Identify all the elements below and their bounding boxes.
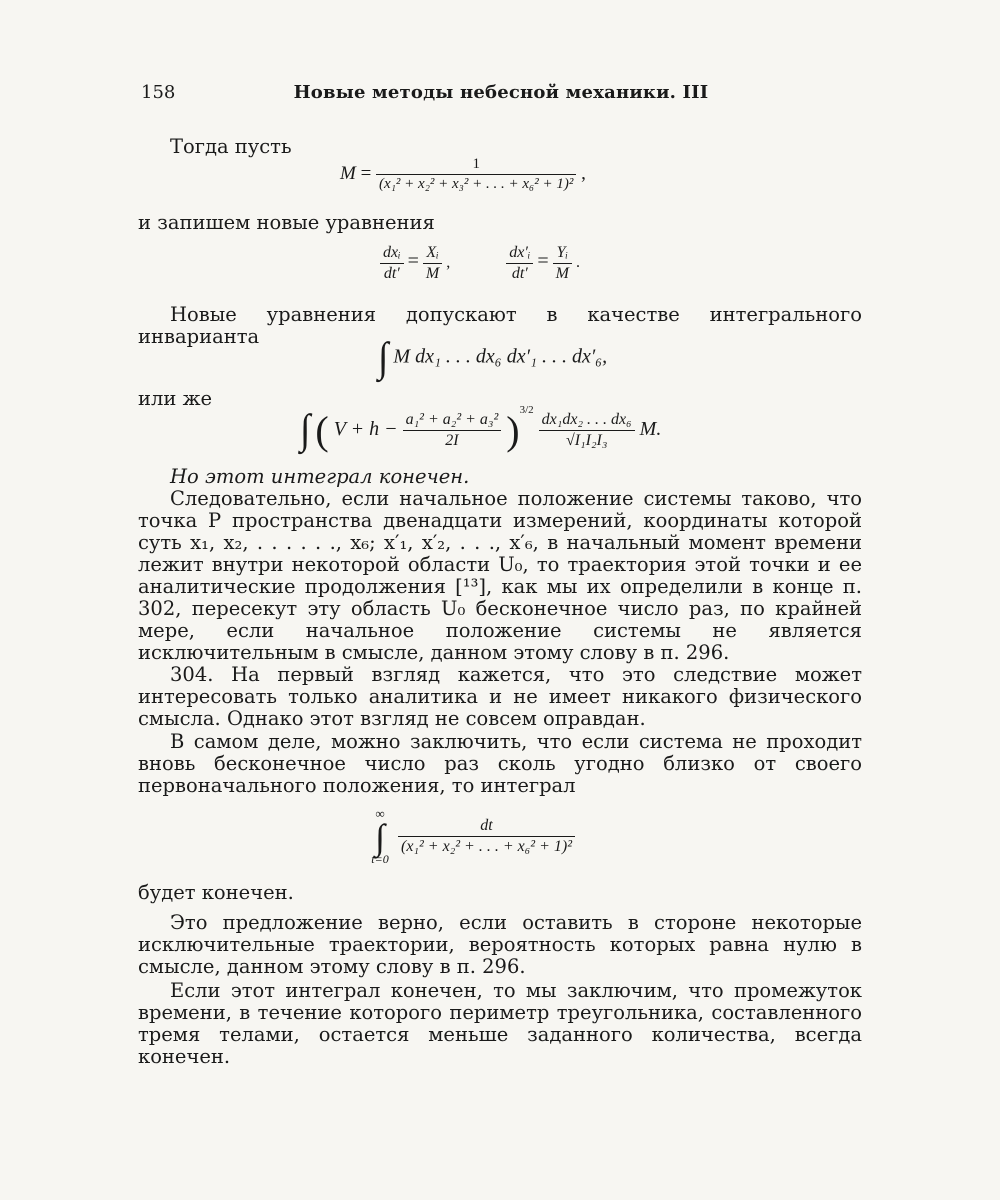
eq1-equals: = <box>360 162 372 184</box>
eq2-rhs-num1: Xᵢ <box>423 244 442 264</box>
eq5-den: (x₁² + x₂² + . . . + x₆² + 1)² <box>401 838 573 855</box>
eq4-tail: M. <box>639 418 662 440</box>
eq2-rhs-den2: M <box>555 265 569 282</box>
eq4-den: 2I <box>445 431 459 449</box>
eq4-exponent: 3/2 <box>519 404 534 416</box>
paragraph-finite-italic: Но этот интеграл конечен. <box>170 465 470 488</box>
integral-sign: ∫ <box>378 334 389 382</box>
eq4-num2: dx₁dx₂ . . . dx₆ <box>539 411 635 431</box>
eq2-num2: dx′ᵢ <box>506 244 533 264</box>
integral-sign: ∫ <box>375 817 385 857</box>
eq1-denominator: (x₁² + x₂² + x₃² + . . . + x₆² + 1)² <box>379 176 574 192</box>
integral-sign: ∫ <box>300 407 311 454</box>
paragraph-or: или же <box>138 387 213 410</box>
paragraph-if: Если этот интеграл конечен, то мы заключим, что промежуток времени, в течение которого периметр треугольника, составленного тремя телами, остается меньше заданного количества, всегда конечен. <box>138 979 862 1068</box>
eq3-body: M dx₁ . . . dx₆ dx′₁ . . . dx′₆, <box>393 345 608 368</box>
paragraph-therefore: Следовательно, если начальное положение системы таково, что точка P пространства двенадцати измерений, координаты которой суть x₁, x₂, . . . . . ., x₆; x′₁, x′₂, . . ., x′₆, в начальный момент времени лежит внутри некоторой области U₀, то траектория этой точки и ее аналитические продолжения [¹³], как мы их определили в конце п. 302, пересекут эту область U₀ бесконечное число раз, по крайней мере, если начальное положение системы не является исключительным в смысле, данном этому слову в п. 296. <box>138 487 862 664</box>
equation-integral-invariant <box>378 336 607 380</box>
eq1-numerator: 1 <box>376 156 576 175</box>
paragraph-true: Это предложение верно, если оставить в стороне некоторые исключительные траектории, вероятность которых равна нулю в смысле, данном этому слову в п. 296. <box>138 911 862 978</box>
paragraph-indeed: В самом деле, можно заключить, что если система не проходит вновь бесконечное число раз сколь угодно близко от своего первоначального положения, то интеграл <box>138 730 862 797</box>
eq2-rhs-den1: M <box>425 265 440 282</box>
paragraph-will-be: будет конечен. <box>138 881 294 904</box>
paragraph-admit: Новые уравнения допускают в качестве интегрального инварианта <box>138 303 862 348</box>
eq1-lhs: M <box>340 162 356 184</box>
eq2-den2: dt′ <box>511 265 528 282</box>
eq2-rhs-num2: Yᵢ <box>553 244 572 264</box>
eq5-upper-limit: ∞ <box>375 806 385 821</box>
paragraph-write: и запишем новые уравнения <box>138 211 435 234</box>
eq4-num: a₁² + a₂² + a₃² <box>403 411 502 431</box>
paragraph-then: Тогда пусть <box>170 135 292 158</box>
running-header <box>141 82 861 106</box>
eq5-lower-limit: t=0 <box>371 852 389 866</box>
eq1-tail: , <box>581 162 586 184</box>
eq4-den2: √I₁I₂I₃ <box>565 431 608 449</box>
eq2-den1: dt′ <box>383 265 400 282</box>
equation-new-system: $\frac{\text{dxᵢ}}{dt'}$ = $\frac{\text{Xᵢ}}{M}$ , $\frac{\text{dx′ᵢ}}{dt'}$ = $\frac{\text{Yᵢ}}{M}$ . <box>380 244 580 283</box>
eq4-pre: V + h − <box>333 418 398 440</box>
equation-integral-alt: ∫ ( V + h − $\frac{\text{a₁² + a₂² + a₃²}}{2I}$ )$^{3/2}$ $\frac{\text{dx₁dx₂ . . . dx₆}}{\text{√I₁I₂I₃}}$ M. <box>300 404 662 454</box>
page-number: 158 <box>141 82 176 103</box>
eq5-num: dt <box>398 817 575 837</box>
eq2-num1: dxᵢ <box>380 244 404 264</box>
section-number: 304. <box>170 663 214 686</box>
equation-time-integral <box>366 806 575 867</box>
section-304 <box>138 664 862 730</box>
section-304-text: На первый взгляд кажется, что это следствие может интересовать только аналитика и не имеет никакого физического смысла. Однако этот взгляд не совсем оправдан. <box>138 663 863 730</box>
equation-m-definition <box>340 156 586 193</box>
running-title: Новые методы небесной механики. III <box>293 82 709 103</box>
